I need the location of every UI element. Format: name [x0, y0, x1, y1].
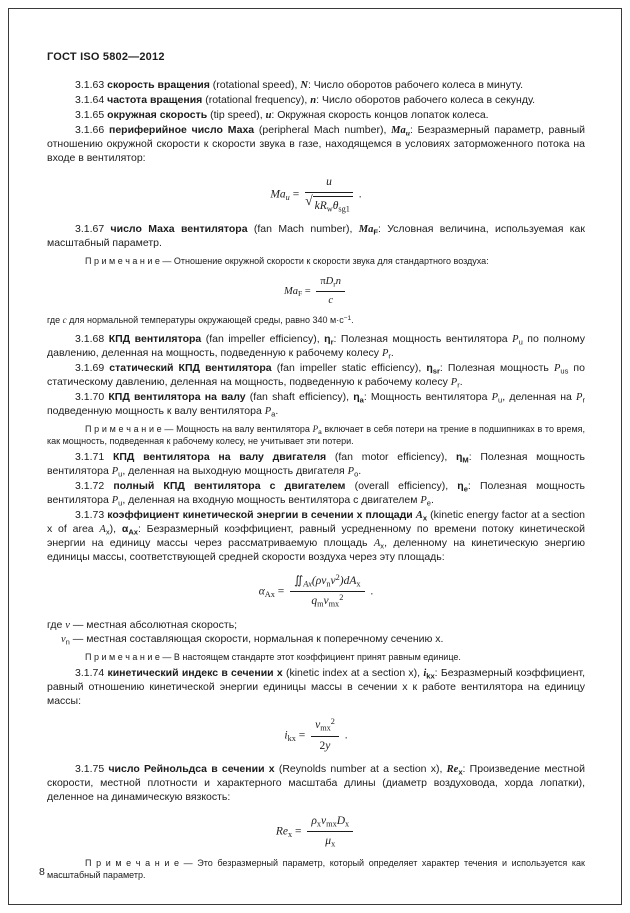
text-run: : Безразмерный коэффициент, равный отношению кинетической энергии единицы массы в сечении x к работе вентилятора на единицу массы:	[47, 667, 585, 708]
text-run: P	[111, 495, 119, 507]
text-run: m	[317, 599, 324, 609]
text-run: Ma	[283, 285, 298, 297]
text-run: : Полезная мощность	[439, 361, 554, 374]
text-run: : Безразмерный коэффициент, равный усредненному по времени потоку кинетической энергии на единицу массы через рассматриваемую площадь	[47, 523, 585, 550]
text-run: sr	[432, 366, 440, 376]
text-run: Re	[275, 825, 288, 838]
text-run: )dA	[339, 575, 357, 588]
text-run: П р и м е ч а н и е — Мощность на валу вентилятора	[85, 423, 313, 434]
text-run: =	[302, 285, 314, 297]
text-run: x	[105, 527, 110, 537]
text-run: mx	[320, 723, 331, 733]
text-run: : Число оборотов рабочего колеса в секунду.	[316, 93, 536, 106]
text-run: y	[325, 739, 331, 752]
text-run: α	[121, 523, 129, 536]
text-run: 3.1.71	[75, 451, 113, 464]
text-run: u	[498, 395, 503, 405]
text-run: 3.1.73	[75, 509, 108, 522]
text-run: x	[458, 767, 463, 777]
text-run: r	[330, 337, 334, 347]
text-run: 3.1.68	[75, 332, 109, 345]
text-run: , деленная на	[502, 390, 577, 403]
text-run: o	[354, 469, 359, 479]
fraction	[290, 574, 364, 610]
text-run: π	[320, 276, 326, 288]
paragraph	[47, 333, 585, 361]
text-run: 3.1.75	[75, 762, 109, 775]
text-run: 2	[335, 572, 340, 582]
text-run: P	[312, 423, 319, 434]
text-run: P	[420, 495, 427, 507]
page-header: ГОСТ ISO 5802—2012	[47, 51, 165, 63]
text-run: 2	[319, 739, 326, 752]
paragraph	[47, 451, 585, 479]
text-run: 3.1.65	[75, 108, 108, 121]
text-run: u	[405, 128, 410, 138]
text-run: где	[47, 618, 66, 631]
text-run: 3.1.63	[75, 79, 108, 91]
paragraph	[47, 391, 585, 419]
note-paragraph	[47, 858, 585, 882]
text-run: 3.1.72	[75, 480, 114, 493]
fraction-numerator	[290, 574, 364, 592]
radicand	[313, 196, 353, 214]
text-run: П р и м е ч а н и е — Это безразмерный параметр, который определяет характер течения и используется как масштабный параметр.	[47, 858, 585, 881]
text-run: 2	[330, 717, 335, 727]
text-run: u	[118, 498, 123, 508]
text-run: A	[415, 510, 423, 522]
text-run: : Полезная мощность вентилятора	[47, 480, 585, 507]
text-run: полный КПД вентилятора с двигателем	[113, 480, 346, 493]
text-run: P	[450, 376, 458, 388]
text-run: (rotational speed),	[209, 79, 301, 91]
text-run: a	[271, 408, 276, 418]
text-run: — местная составляющая скорости, нормальная к поперечному сечению x.	[69, 632, 444, 645]
text-run: .	[355, 188, 362, 201]
text-run: ),	[109, 523, 122, 536]
text-run: 3.1.70	[75, 390, 109, 403]
text-run: (fan impeller efficiency),	[201, 332, 325, 345]
text-run: : Произведение местной скорости, местной плотности и характерного масштаба длины (диаметр воздуховода, хорда лопатки), деленное на динамическую вязкость:	[47, 762, 585, 803]
paragraph	[47, 94, 585, 108]
text-run: : Полезная мощность вентилятора	[47, 451, 585, 478]
paragraph	[47, 79, 585, 93]
text-run: x	[422, 513, 428, 523]
text-run: α	[258, 585, 265, 598]
text-run: : Безразмерный параметр, равный отношению окружной скорости к скорости звука в газе, находящемся в условиях заторможенного потока на входе в вентилятор:	[47, 123, 585, 164]
text-run: v	[321, 814, 327, 827]
text-run: a	[359, 395, 364, 405]
text-run: P	[347, 466, 355, 478]
text-run: 3.1.74	[75, 667, 108, 680]
text-run: (fan motor efficiency),	[326, 451, 456, 464]
text-run: F	[297, 289, 303, 299]
text-run: n	[310, 94, 317, 106]
text-run: , деленная на выходную мощность двигателя	[122, 465, 348, 478]
text-run: статический КПД вентилятора	[109, 361, 272, 374]
text-run: Ax	[303, 579, 312, 589]
text-run: Ax	[128, 527, 138, 537]
text-run: r	[582, 395, 585, 405]
square-root	[305, 193, 353, 214]
text-run: =	[289, 188, 303, 201]
text-run: kx	[426, 671, 435, 681]
text-run: x	[356, 579, 361, 589]
text-run: i	[284, 729, 288, 742]
text-run: P	[264, 405, 272, 417]
text-run: c	[62, 314, 67, 325]
text-run: v	[330, 575, 336, 588]
text-run: (kinetic index at a section x),	[282, 667, 424, 680]
text-run: mx	[328, 599, 340, 609]
text-run: Ma	[358, 224, 374, 236]
text-run: D	[325, 276, 334, 288]
text-run: .	[358, 465, 362, 478]
formula	[47, 175, 585, 215]
text-run: η	[456, 451, 463, 464]
text-run: x	[345, 819, 350, 829]
text-run: v	[315, 719, 321, 732]
text-run: v	[61, 633, 66, 645]
text-run: x	[316, 819, 322, 829]
text-run: i	[423, 668, 427, 680]
where-clause	[47, 619, 585, 633]
text-run: e	[463, 484, 468, 494]
text-run: kx	[287, 734, 296, 744]
text-run: частота вращения	[107, 93, 203, 106]
note-paragraph	[47, 652, 585, 664]
text-run: для нормальной температуры окружающей среды, равно 340 м·с	[66, 314, 344, 325]
text-run: 2	[339, 593, 344, 603]
text-run: (rotational frequency),	[202, 93, 311, 106]
text-run: : Условная величина, используемая как масштабный параметр.	[47, 223, 585, 250]
text-run: : Мощность вентилятора	[363, 390, 492, 403]
text-run: η	[324, 332, 331, 345]
text-run: P	[576, 391, 583, 403]
text-run: , деленному на кинетическую энергию единицы массы, соответствующей средней скорости воздуха через эту площадь:	[47, 537, 585, 564]
fraction-denominator	[311, 737, 339, 754]
text-run: .	[431, 494, 434, 507]
text-run: n	[65, 636, 70, 646]
text-run: 3.1.66	[75, 123, 109, 136]
text-run: 3.1.69	[75, 361, 110, 374]
text-run: , деленная на входную мощность вентилятора с двигателем	[122, 494, 421, 507]
text-run: r	[333, 279, 336, 289]
paragraph	[47, 223, 585, 251]
text-run: θ	[332, 200, 339, 212]
text-run: =	[274, 585, 288, 598]
note-paragraph	[47, 256, 585, 268]
fraction-numerator	[311, 718, 339, 736]
text-run: П р и м е ч а н и е — В настоящем стандарте этот коэффициент принят равным единице.	[85, 651, 461, 662]
where-clause	[47, 315, 585, 327]
text-run: P	[512, 333, 519, 345]
text-run: (ρv	[311, 575, 327, 588]
text-run: Ax	[264, 589, 275, 599]
paragraph	[47, 509, 585, 565]
text-run: −1	[343, 314, 352, 322]
fraction-denominator	[307, 832, 353, 849]
fraction-denominator	[316, 292, 345, 308]
text-run: подведенную мощность к валу вентилятора	[47, 404, 265, 417]
text-run: c	[328, 295, 334, 307]
text-run: us	[560, 366, 569, 376]
text-run: Ma	[391, 124, 406, 136]
fraction	[311, 718, 339, 754]
page-border-frame	[8, 8, 622, 905]
text-run: .	[341, 729, 348, 742]
fraction	[307, 814, 353, 850]
paragraph	[47, 124, 585, 166]
text-run: w	[326, 204, 333, 214]
text-run: v	[323, 595, 329, 608]
text-run: по полному давлению, деленная на мощность, подведенную к рабочему колесу	[47, 332, 585, 359]
text-run: : Полезная мощность вентилятора	[333, 332, 513, 345]
where-clause-item	[47, 633, 585, 647]
paragraph	[47, 763, 585, 805]
formula	[47, 814, 585, 850]
text-run: u	[518, 337, 523, 347]
text-run: число Рейнольдса в сечении x	[108, 762, 275, 775]
radical-sign: √	[305, 193, 313, 208]
formula	[47, 275, 585, 308]
text-run: e	[426, 498, 431, 508]
text-run: A	[99, 524, 106, 536]
text-run: кинетический индекс в сечении x	[107, 667, 283, 680]
text-run: sg1	[338, 204, 350, 214]
text-run: v	[65, 619, 70, 631]
text-run: периферийное число Маха	[108, 123, 255, 136]
text-run: Ma	[270, 188, 286, 201]
text-run: .	[367, 585, 374, 598]
text-run: =	[292, 825, 305, 838]
paragraph	[47, 667, 585, 709]
text-run: q	[311, 595, 318, 608]
text-run: Re	[446, 763, 459, 775]
text-run: mx	[326, 819, 337, 829]
text-run: ∬	[294, 575, 304, 588]
text-run: (fan shaft efficiency),	[245, 390, 354, 403]
text-run: (tip speed),	[207, 108, 266, 121]
fraction-numerator	[316, 275, 345, 292]
text-run: M	[462, 455, 469, 465]
text-run: r	[388, 351, 391, 361]
text-run: (overall efficiency),	[345, 480, 458, 493]
text-run: x	[380, 541, 385, 551]
text-run: F	[373, 227, 378, 237]
document-content	[47, 79, 585, 882]
text-run: a	[318, 428, 322, 436]
text-run: .	[275, 404, 279, 417]
text-run: u	[265, 109, 272, 121]
text-run: (fan Mach number),	[247, 223, 359, 236]
text-run: (kinetic energy factor at a section x of area	[47, 509, 585, 536]
text-run: .	[390, 346, 394, 359]
text-run: η	[353, 390, 360, 403]
note-paragraph	[47, 424, 585, 448]
formula	[47, 718, 585, 754]
text-run: N	[300, 80, 308, 91]
fraction-denominator	[305, 193, 353, 214]
text-run: P	[381, 347, 389, 359]
text-run: u	[118, 469, 123, 479]
text-run: 3.1.67	[75, 223, 111, 236]
text-run: P	[111, 466, 119, 478]
text-run: скорость вращения	[107, 79, 210, 91]
text-run: u	[326, 175, 332, 188]
text-run: u	[285, 192, 290, 202]
text-run: включает в себя потери на трение в подшипниках в то время, как мощность, подведенная к рабочему колесу, не учитывает эти потери.	[47, 423, 586, 446]
formula	[47, 574, 585, 610]
text-run: x	[287, 829, 293, 839]
fraction	[316, 275, 345, 308]
text-run: КПД вентилятора	[108, 332, 202, 345]
text-run: по статическому давлению, деленная на мощность, подведенную к рабочему колесу	[47, 361, 585, 388]
text-run: P	[553, 362, 561, 374]
text-run: P	[491, 391, 499, 403]
text-run: (peripheral Mach number),	[254, 123, 392, 136]
text-run: μ	[325, 834, 332, 847]
text-run: r	[457, 380, 460, 390]
text-run: n	[326, 579, 331, 589]
text-run: (Reynolds number at a section x),	[274, 762, 447, 775]
text-run: x	[331, 839, 336, 849]
fraction-numerator	[305, 175, 353, 193]
text-run: η	[457, 480, 464, 493]
fraction-denominator	[290, 592, 364, 609]
text-run: число Маха вентилятора	[110, 223, 248, 236]
fraction-numerator	[307, 814, 353, 832]
text-run: КПД вентилятора на валу двигателя	[112, 451, 327, 464]
text-run: D	[336, 814, 346, 827]
text-run: : Число оборотов рабочего колеса в минуту.	[307, 79, 523, 91]
text-run: : Окружная скорость концов лопаток колеса.	[271, 108, 489, 121]
paragraph	[47, 109, 585, 123]
paragraph	[47, 362, 585, 390]
text-run: .	[351, 314, 354, 325]
text-run: n	[335, 276, 342, 288]
text-run: КПД вентилятора на валу	[108, 390, 246, 403]
text-run: η	[426, 361, 433, 374]
fraction	[305, 175, 353, 215]
text-run: (fan impeller static efficiency),	[271, 361, 427, 374]
text-run: коэффициент кинетической энергии в сечении x площади	[107, 509, 416, 522]
text-run: 3.1.64	[75, 93, 108, 106]
page-number: 8	[39, 866, 45, 878]
text-run: A	[373, 538, 381, 550]
text-run: kR	[314, 200, 327, 212]
text-run: — местная абсолютная скорость;	[69, 618, 238, 631]
text-run: где	[47, 314, 63, 325]
text-run: .	[459, 375, 463, 388]
text-run: ρ	[311, 814, 317, 827]
text-run: окружная скорость	[107, 108, 208, 121]
text-run: П р и м е ч а н и е — Отношение окружной скорости к скорости звука для стандартного воздуха:	[85, 256, 489, 267]
text-run: =	[295, 729, 309, 742]
paragraph	[47, 480, 585, 508]
